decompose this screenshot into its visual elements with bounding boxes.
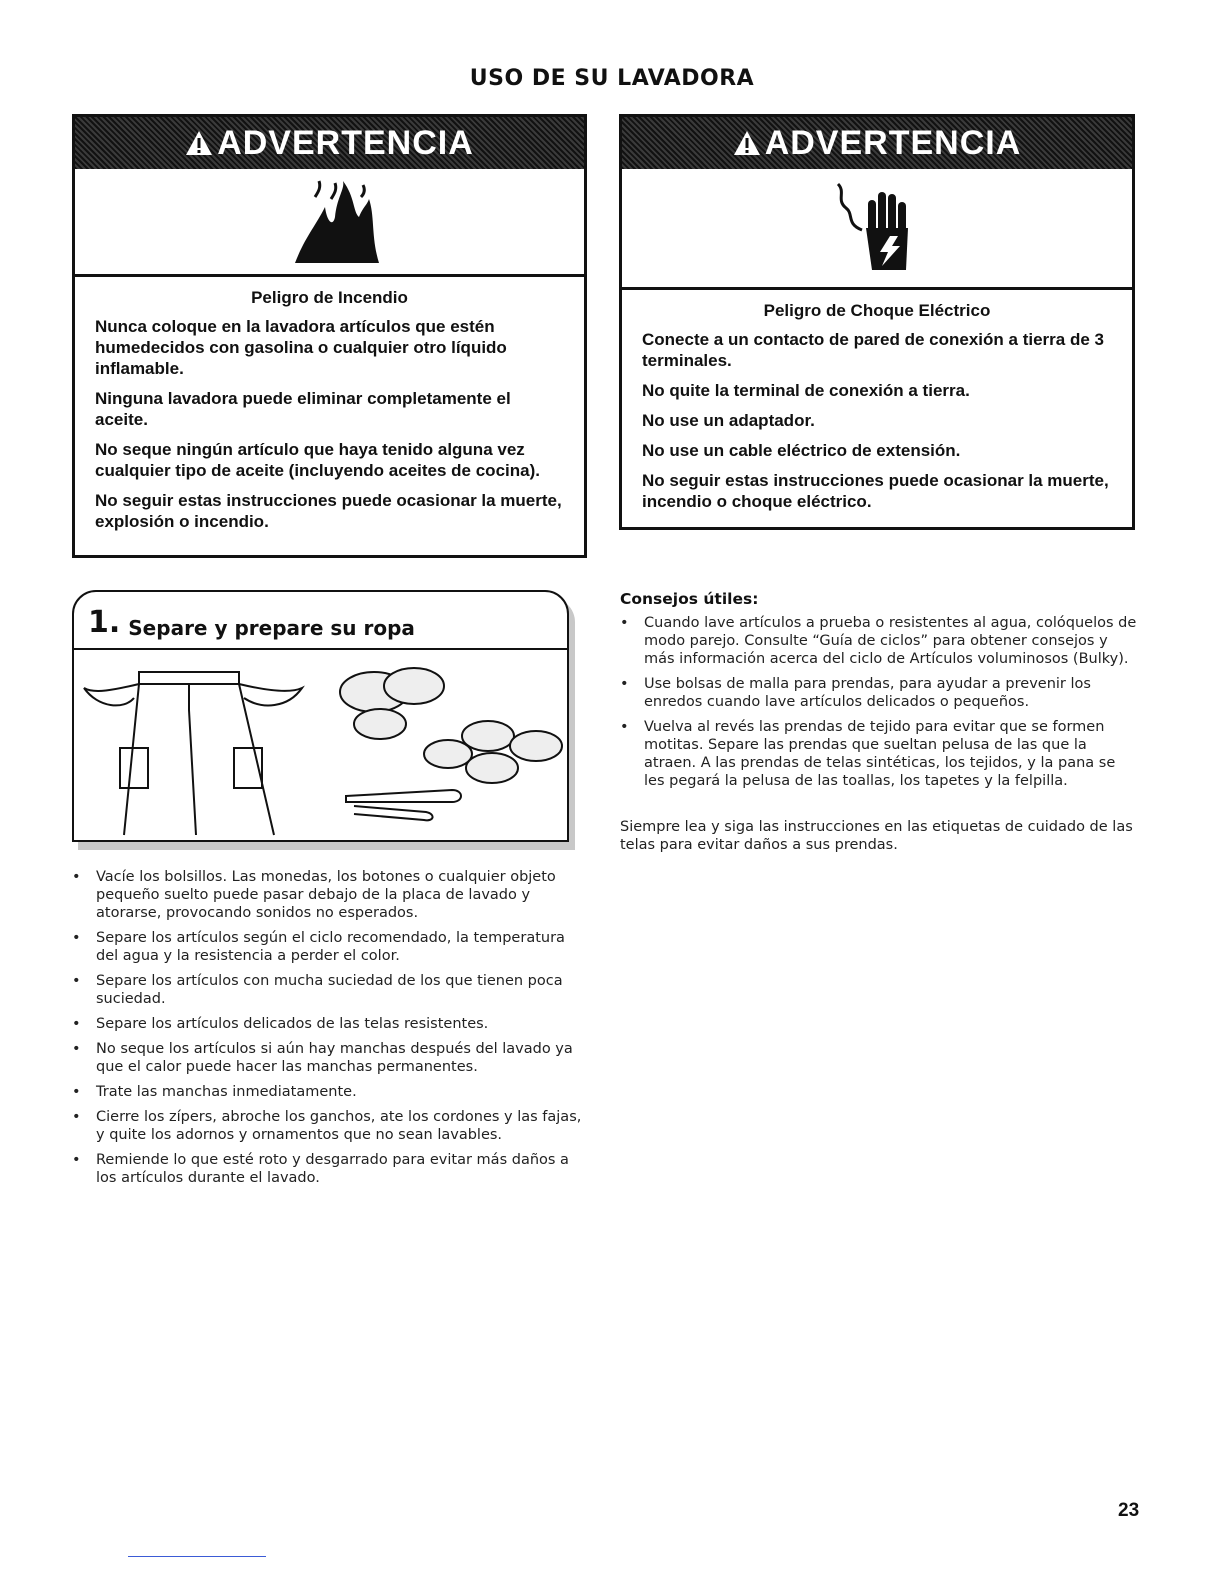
list-item: • Remiende lo que esté roto y desgarrado para evitar más daños a los artículos durante el lavado. xyxy=(72,1151,582,1187)
list-item: • Trate las manchas inmediatamente. xyxy=(72,1083,582,1101)
shock-warning-text: Conecte a un contacto de pared de conexión a tierra de 3 terminales. xyxy=(642,330,1104,370)
tips-bullet-list xyxy=(620,614,1140,797)
list-item: • Vuelva al revés las prendas de tejido para evitar que se formen motitas. Separe las prendas que sueltan pelusa de las que la atraen. A las prendas de telas sintéticas, los tejidos, y la pana se les pegará la pelusa de las toallas, los tapetes y la felpilla. xyxy=(620,718,1140,790)
pants-icon xyxy=(84,672,302,835)
warning-triangle-icon xyxy=(733,130,761,156)
shock-icon-area xyxy=(622,169,1132,290)
tips-closing-text: Siempre lea y siga las instrucciones en las etiquetas de cuidado de las telas para evitar daños a sus prendas. xyxy=(620,819,1133,853)
coins-icon xyxy=(340,668,444,739)
step-1-title xyxy=(74,592,567,650)
list-item: • Separe los artículos según el ciclo recomendado, la temperatura del agua y la resistencia a perder el color. xyxy=(72,929,582,965)
list-item: • Cierre los zípers, abroche los ganchos, ate los cordones y las fajas, y quite los adornos y ornamentos que no sean lavables. xyxy=(72,1108,582,1144)
step-title-text: Separe y prepare su ropa xyxy=(128,616,415,640)
fire-icon xyxy=(275,177,385,267)
fire-warning-text: Ninguna lavadora puede eliminar completamente el aceite. xyxy=(95,389,511,429)
fire-warning-text: No seguir estas instrucciones puede ocasionar la muerte, explosión o incendio. xyxy=(95,491,562,531)
fire-warning-text: Nunca coloque en la lavadora artículos que estén humedecidos con gasolina o cualquier otro líquido inflamable. xyxy=(95,317,507,378)
list-item: • Vacíe los bolsillos. Las monedas, los botones o cualquier objeto pequeño suelto puede pasar debajo de la placa de lavado y atorarse, provocando sonidos no esperados. xyxy=(72,868,582,922)
fire-warning-text: No seque ningún artículo que haya tenido alguna vez cualquier tipo de aceite (incluyendo aceites de cocina). xyxy=(95,440,540,480)
fire-icon-area xyxy=(75,169,584,277)
list-item: • Separe los artículos con mucha suciedad de los que tienen poca suciedad. xyxy=(72,972,582,1008)
shock-warning-subtitle: Peligro de Choque Eléctrico xyxy=(763,301,991,320)
page-number: 23 xyxy=(1118,1500,1140,1521)
list-item: • Use bolsas de malla para prendas, para ayudar a prevenir los enredos cuando lave artículos delicados o pequeños. xyxy=(620,675,1140,711)
page-title: USO DE SU LAVADORA xyxy=(469,66,755,91)
warning-header: ADVERTENCIA xyxy=(622,117,1132,169)
shock-warning-text: No seguir estas instrucciones puede ocasionar la muerte, incendio o choque eléctrico. xyxy=(642,471,1109,511)
warning-header: ADVERTENCIA xyxy=(75,117,584,169)
shock-warning-body xyxy=(622,300,1132,512)
clothing-prep-illustration xyxy=(74,650,567,838)
fire-warning-box xyxy=(72,114,587,558)
shock-warning-box xyxy=(619,114,1135,530)
buttons-icon xyxy=(424,721,562,783)
fire-warning-subtitle: Peligro de Incendio xyxy=(251,288,408,307)
step-1-bullet-list xyxy=(72,868,582,1194)
list-item: • Separe los artículos delicados de las telas resistentes. xyxy=(72,1015,582,1033)
footer-divider xyxy=(128,1556,266,1557)
shock-warning-text: No quite la terminal de conexión a tierra. xyxy=(642,381,970,400)
step-1-box xyxy=(72,590,569,842)
fire-warning-body xyxy=(75,287,584,532)
shock-warning-text: No use un cable eléctrico de extensión. xyxy=(642,441,961,460)
list-item: • No seque los artículos si aún hay manchas después del lavado ya que el calor puede hacer las manchas permanentes. xyxy=(72,1040,582,1076)
warning-triangle-icon xyxy=(185,130,213,156)
tips-title: Consejos útiles: xyxy=(620,590,759,608)
electric-shock-hand-icon xyxy=(832,178,922,278)
safety-pins-icon xyxy=(346,790,461,820)
list-item: • Cuando lave artículos a prueba o resistentes al agua, colóquelos de modo parejo. Consulte “Guía de ciclos” para obtener consejos y más información acerca del ciclo de Artículos voluminosos (Bulky). xyxy=(620,614,1140,668)
shock-warning-text: No use un adaptador. xyxy=(642,411,815,430)
step-number: 1. xyxy=(88,605,121,640)
